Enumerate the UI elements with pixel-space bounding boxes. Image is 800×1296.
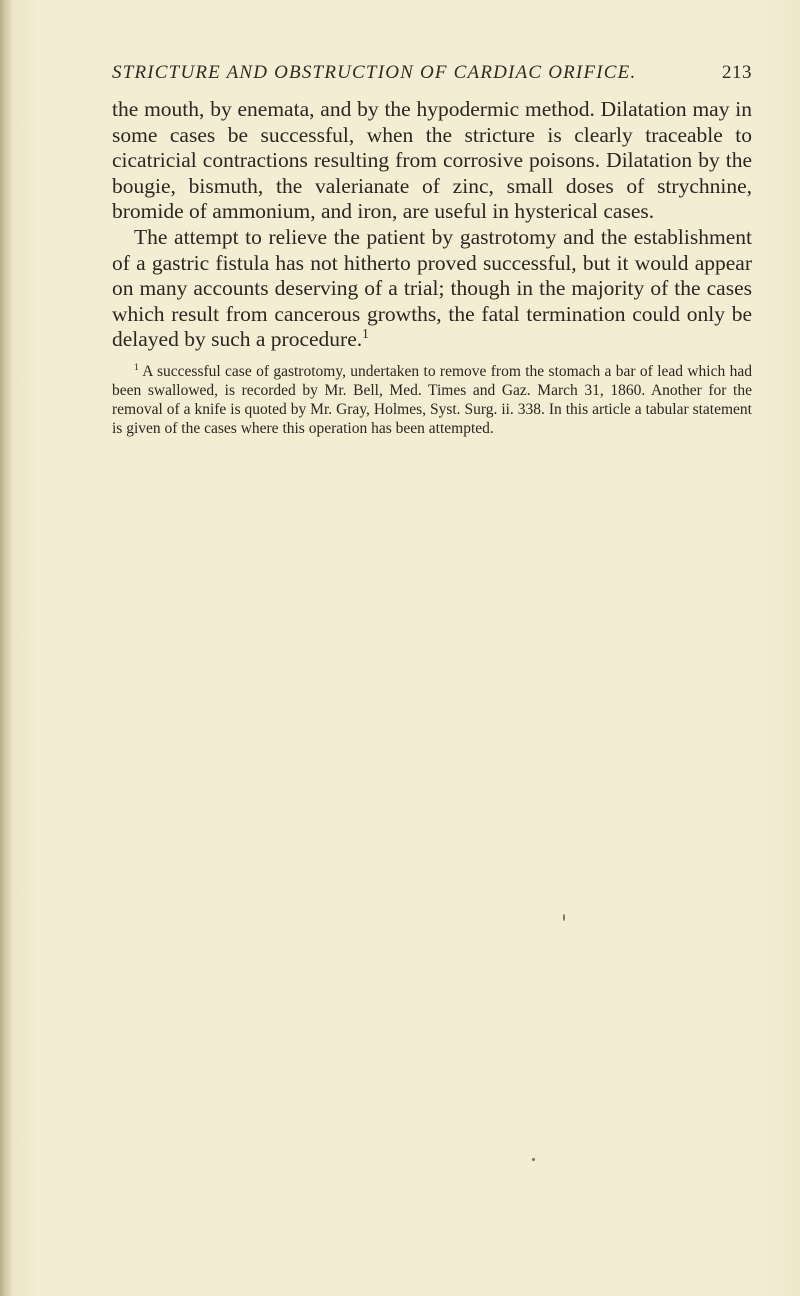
footnote — [112, 362, 752, 438]
footnote-text: A successful case of gastrotomy, undertaken to remove from the stomach a bar of lead which had been swallowed, is recorded by Mr. Bell, Med. Times and Gaz. March 31, 1860. Another for the removal of a knife is quoted by Mr. Gray, Holmes, Syst. Surg. ii. 338. In this article a tabular statement is given of the cases where this operation has been attempted. — [112, 363, 752, 437]
paragraph-2 — [112, 225, 752, 353]
paper-speck — [563, 914, 565, 921]
body-text — [112, 97, 752, 353]
paragraph-2-text: The attempt to relieve the patient by gastrotomy and the establishment of a gastric fistula has not hitherto proved successful, but it would appear on many accounts deserving of a trial; though in the majority of the cases which result from cancerous growths, the fatal termination could only be delayed by such a procedure. — [112, 224, 752, 352]
binding-edge — [0, 0, 12, 1296]
running-head-title: STRICTURE AND OBSTRUCTION OF CARDIAC ORIFICE. — [112, 62, 637, 83]
footnote-marker: 1 — [134, 361, 139, 373]
footnote-reference: 1 — [362, 326, 369, 342]
page-number: 213 — [722, 62, 752, 83]
footnote-paragraph — [112, 362, 752, 438]
paper-speck — [532, 1158, 535, 1161]
paragraph-1: the mouth, by enemata, and by the hypodermic method. Dilatation may in some cases be successful, when the stricture is clearly traceable to cicatricial contractions resulting from corrosive poisons. Dilatation by the bougie, bismuth, the valerianate of zinc, small doses of strychnine, bromide of ammonium, and iron, are useful in hysterical cases. — [112, 97, 752, 224]
running-head — [112, 62, 752, 88]
